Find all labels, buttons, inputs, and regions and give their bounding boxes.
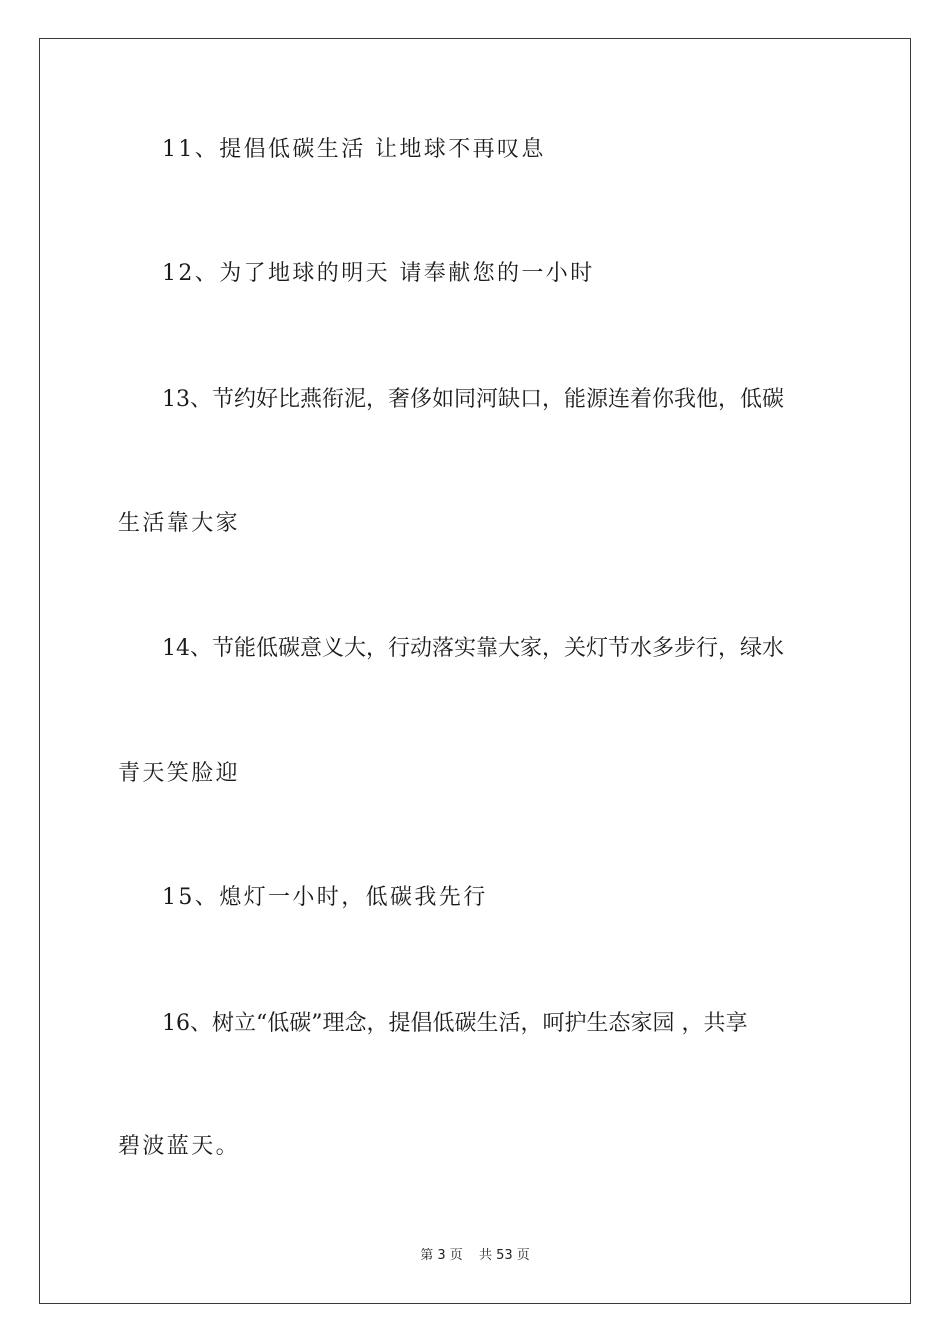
slogan-16-line2: 碧波蓝天。 xyxy=(118,1134,241,1159)
slogan-12: 12、为了地球的明天 请奉献您的一小时 xyxy=(162,261,595,286)
slogan-13-line2: 生活靠大家 xyxy=(118,511,241,536)
slogan-16-line1: 16、树立“低碳”理念，提倡低碳生活，呵护生态家园 ，共享 xyxy=(162,1011,748,1036)
slogan-14-line1: 14、节能低碳意义大，行动落实靠大家，关灯节水多步行，绿水 xyxy=(162,636,784,661)
slogan-15: 15、熄灯一小时，低碳我先行 xyxy=(162,885,488,910)
page-frame xyxy=(39,38,911,1304)
slogan-13-line1: 13、节约好比燕衔泥，奢侈如同河缺口，能源连着你我他，低碳 xyxy=(162,387,784,412)
page-total: 共 53 页 xyxy=(478,1248,530,1263)
page-number: 第 3 页 xyxy=(420,1248,463,1263)
slogan-11: 11、提倡低碳生活 让地球不再叹息 xyxy=(162,137,546,162)
slogan-14-line2: 青天笑脸迎 xyxy=(118,761,241,786)
page-footer xyxy=(0,1247,950,1265)
